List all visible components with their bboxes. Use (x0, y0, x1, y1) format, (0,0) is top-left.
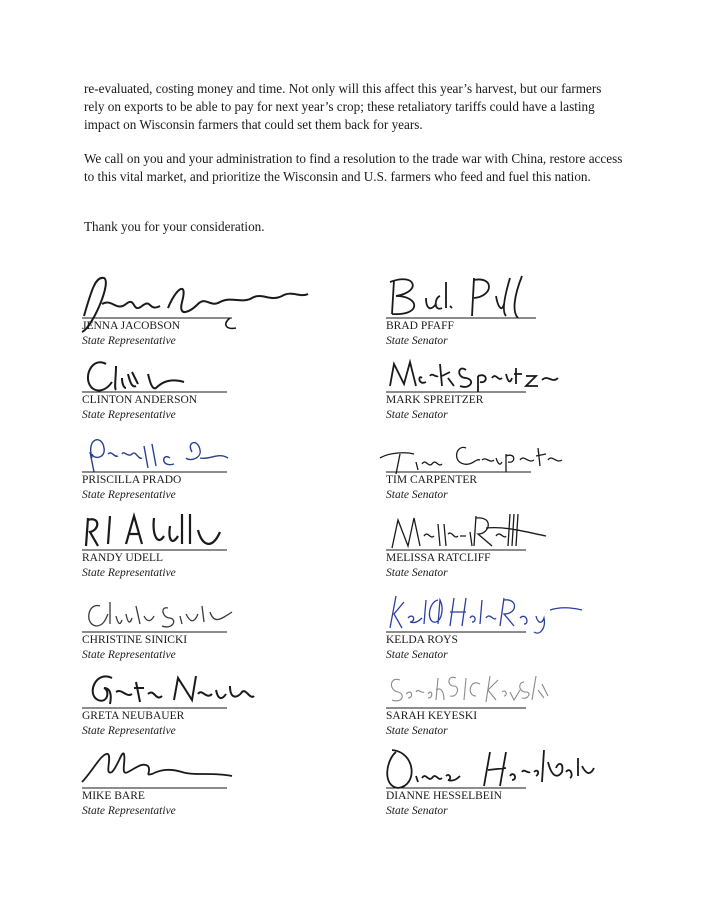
signature-block (82, 348, 312, 428)
letter-paragraph-2: We call on you and your administration to find a resolution to the trade war with China, restore access to this vital market, and prioritize the Wisconsin and U.S. farmers who feed and fuel this nation. (84, 151, 623, 184)
signatory-name: CHRISTINE SINICKI (82, 634, 188, 646)
signatory-name: GRETA NEUBAUER (82, 710, 185, 722)
signatory-name: MIKE BARE (82, 790, 145, 802)
signatory-title: State Representative (82, 805, 176, 817)
handwritten-signature (386, 664, 616, 714)
signatory-title: State Representative (82, 489, 176, 501)
signatory-name: KELDA ROYS (386, 634, 458, 646)
signature-block (82, 742, 312, 822)
signature-block (82, 664, 312, 744)
handwritten-signature (386, 428, 616, 478)
signatory-title: State Representative (82, 567, 176, 579)
signature-block (386, 588, 616, 668)
signatory-name: DIANNE HESSELBEIN (386, 790, 502, 802)
handwritten-signature (386, 506, 616, 556)
handwritten-signature (386, 588, 616, 638)
signatory-title: State Representative (82, 725, 176, 737)
signature-block (386, 742, 616, 822)
handwritten-signature (386, 348, 616, 398)
handwritten-signature (386, 742, 616, 792)
signatory-title: State Representative (82, 409, 176, 421)
signatory-name: BRAD PFAFF (386, 320, 454, 332)
handwritten-signature (82, 348, 312, 398)
signatory-name: CLINTON ANDERSON (82, 394, 198, 406)
signatory-title: State Senator (386, 409, 448, 421)
signatory-name: RANDY UDELL (82, 552, 164, 564)
signatory-title: State Senator (386, 649, 448, 661)
signature-block (386, 506, 616, 586)
signatory-title: State Senator (386, 805, 448, 817)
signatory-title: State Senator (386, 725, 448, 737)
signatory-title: State Representative (82, 649, 176, 661)
signatory-title: State Senator (386, 567, 448, 579)
handwritten-signature (82, 588, 312, 638)
handwritten-signature (386, 268, 616, 328)
letter-paragraph-1: re-evaluated, costing money and time. Not only will this affect this year’s harvest, but our farmers rely on exports to be able to pay for next year’s crop; these retaliatory tariffs could have a lasting impact on Wisconsin farmers that could set them back for years. (84, 81, 602, 132)
signatory-name: JENNA JACOBSON (82, 320, 181, 332)
signatory-title: State Senator (386, 489, 448, 501)
handwritten-signature (82, 664, 312, 714)
signature-block (386, 428, 616, 508)
signatory-name: PRISCILLA PRADO (82, 474, 182, 486)
signature-block (82, 588, 312, 668)
signatory-title: State Senator (386, 335, 448, 347)
signature-block (386, 348, 616, 428)
handwritten-signature (82, 506, 312, 556)
signature-block (386, 664, 616, 744)
signatory-title: State Representative (82, 335, 176, 347)
signatory-name: MARK SPREITZER (386, 394, 484, 406)
signatory-name: MELISSA RATCLIFF (386, 552, 491, 564)
signature-block (82, 506, 312, 586)
handwritten-signature (82, 268, 312, 328)
signature-block (82, 428, 312, 508)
signature-block (386, 268, 616, 348)
signatory-name: TIM CARPENTER (386, 474, 478, 486)
letter-closing: Thank you for your consideration. (84, 219, 265, 234)
signature-block (82, 268, 312, 348)
handwritten-signature (82, 428, 312, 478)
handwritten-signature (82, 742, 312, 792)
signatory-name: SARAH KEYESKI (386, 710, 478, 722)
